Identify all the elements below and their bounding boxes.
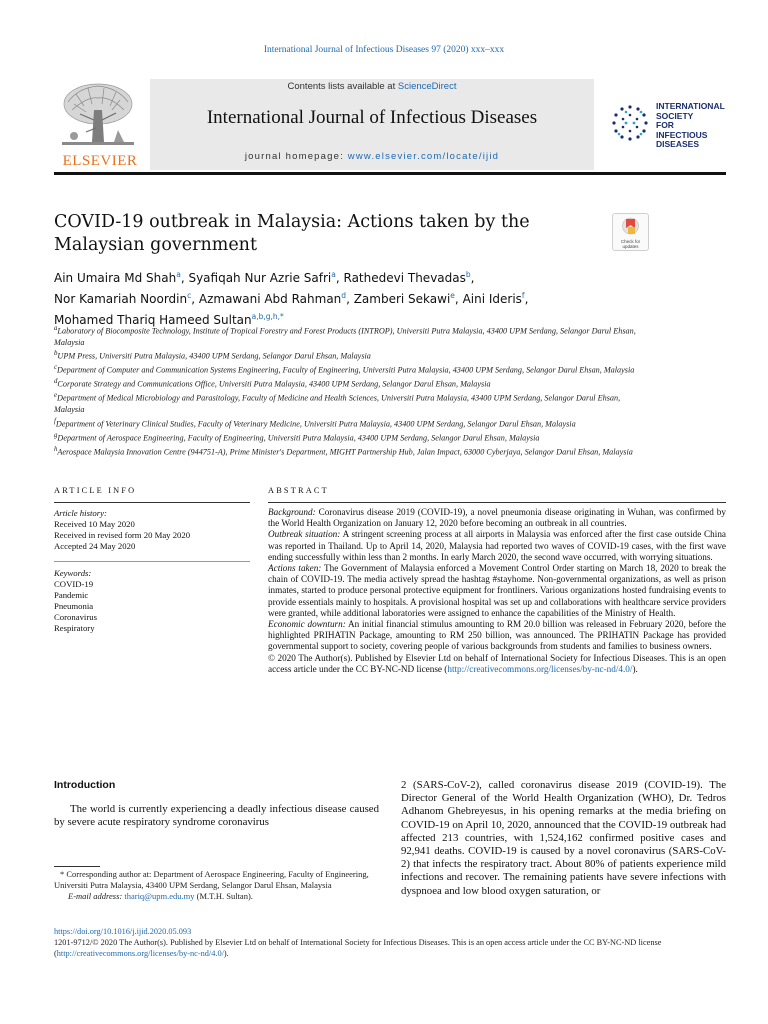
footer-license-link[interactable]: http://creativecommons.org/licenses/by-nc-nd/4.0/: [56, 949, 224, 958]
author[interactable]: [199, 292, 354, 306]
keyword[interactable]: COVID-19: [54, 579, 94, 589]
journal-banner: [150, 79, 594, 170]
isid-line: INTERNATIONAL: [656, 101, 725, 111]
abstract-rule: [268, 502, 726, 503]
author[interactable]: [54, 271, 188, 285]
article-title: COVID-19 outbreak in Malaysia: Actions taken by the Malaysian government: [54, 212, 530, 255]
intro-paragraph-left: The world is currently experiencing a deadly infectious disease caused by severe acute respiratory syndrome coronavirus: [54, 803, 379, 829]
affiliation: [54, 430, 644, 444]
author-name: Aini Ideris: [462, 292, 522, 306]
affiliation: [54, 390, 644, 415]
author[interactable]: [344, 271, 475, 285]
affiliation-key: d: [54, 378, 58, 386]
masthead-rule: [54, 172, 726, 175]
affiliation-key: b: [54, 350, 58, 358]
crossmark-label: Check for updates: [620, 239, 641, 249]
author-affiliation-mark[interactable]: a: [331, 270, 336, 279]
intro-paragraph-right: 2 (SARS-CoV-2), called coronavirus disease 2019 (COVID-19). The Director General of the World Health Organization (WHO), Dr. Tedros Adhanom Ghebreyesus, in his opening remarks at the media briefing on COVID-19 on April 10, 2020, announced that the COVID-19 outbreak had affected 213 countries, with 1,524,162 confirmed positive cases and 92,941 deaths. COVID-19 is caused by a novel coronavirus (SARS-CoV-2) that infects the respiratory tract. About 80% of patients experience mild infections and recover. The remaining patients have severe infections with dyspnoea and low blood oxygen saturation, or: [401, 779, 726, 897]
author[interactable]: [463, 292, 529, 306]
affiliation-text: Department of Veterinary Clinical Studies, Faculty of Veterinary Medicine, Universiti Putra Malaysia, 43400 UPM Serdang, Selangor Darul Ehsan, Malaysia: [55, 419, 576, 429]
author[interactable]: [188, 271, 343, 285]
abstract-section-label: Economic downturn:: [268, 619, 346, 630]
abstract-copyright: [268, 653, 726, 675]
isid-line: SOCIETY: [656, 110, 694, 121]
author-separator: ,: [346, 292, 354, 306]
abstract-section: [268, 529, 726, 563]
article-info-heading: ARTICLE INFO: [54, 486, 137, 495]
journal-title: International Journal of Infectious Diseases: [206, 107, 538, 128]
history-item: Received in revised form 20 May 2020: [54, 530, 191, 540]
abstract-section-label: Background:: [268, 507, 316, 517]
abstract-section: [268, 563, 726, 619]
email-label: E-mail address:: [68, 891, 123, 901]
author-affiliation-mark[interactable]: a: [176, 270, 181, 279]
author-separator: ,: [470, 271, 475, 285]
affiliation: [54, 416, 644, 430]
isid-globe-icon: [610, 103, 650, 143]
author-name: Zamberi Sekawi: [353, 292, 451, 306]
introduction-heading: Introduction: [54, 779, 116, 791]
copyright-end: ).: [632, 663, 638, 674]
history-divider: [54, 561, 250, 562]
keyword[interactable]: Respiratory: [54, 623, 95, 633]
isid-line: DISEASES: [656, 139, 699, 149]
keyword[interactable]: Pneumonia: [54, 601, 94, 611]
author[interactable]: [54, 292, 199, 306]
sciencedirect-link[interactable]: ScienceDirect: [397, 81, 457, 92]
affiliation: [54, 362, 644, 376]
history-item: Accepted 24 May 2020: [54, 541, 136, 551]
contents-prefix: Contents lists available at: [287, 81, 398, 92]
affiliation-text: Corporate Strategy and Communications Office, Universiti Putra Malaysia, 43400 UPM Serdang, Selangor Darul Ehsan, Malaysia: [57, 380, 491, 390]
elsevier-tree-icon: [58, 80, 138, 150]
elsevier-wordmark: ELSEVIER: [62, 153, 138, 169]
affiliation-key: c: [54, 364, 58, 372]
isid-logo[interactable]: [610, 99, 726, 149]
affiliation: [54, 323, 644, 348]
author-affiliation-mark[interactable]: f: [521, 291, 525, 300]
author-affiliation-mark[interactable]: c: [187, 291, 192, 300]
crossmark-icon: [613, 214, 648, 240]
author-affiliation-mark[interactable]: e: [450, 291, 455, 300]
author-name: Azmawani Abd Rahman: [198, 292, 342, 306]
homepage-link[interactable]: www.elsevier.com/locate/ijid: [347, 151, 500, 162]
author-name: Syafiqah Nur Azrie Safri: [188, 271, 332, 285]
abstract-heading: ABSTRACT: [268, 486, 329, 495]
isid-name: [656, 102, 726, 150]
email-link[interactable]: thariq@upm.edu.my: [124, 891, 195, 901]
journal-reference[interactable]: International Journal of Infectious Diseases 97 (2020) xxx–xxx: [263, 45, 505, 55]
affiliation: [54, 348, 644, 362]
isid-line: FOR INFECTIOUS: [656, 120, 708, 140]
affiliation-text: Department of Computer and Communication Systems Engineering, Faculty of Engineering, Universiti Putra Malaysia, 43400 UPM Serdang, Selangor Darul Ehsan, Malaysia: [57, 366, 635, 376]
masthead: [54, 77, 726, 173]
author-name: Nor Kamariah Noordin: [54, 292, 188, 306]
abstract-body: [268, 507, 726, 675]
author-separator: ,: [335, 271, 344, 285]
author-separator: ,: [180, 271, 189, 285]
author[interactable]: [354, 292, 463, 306]
author-affiliation-mark[interactable]: d: [341, 291, 347, 300]
abstract-section-text: A stringent screening process at all airports in Malaysia was enforced after the first case outside China was reported in Thailand. Up to April 14, 2020, Malaysia had reported two waves of COVID-19 cases, with the first wave ending successfully within less than 2 months. In early March 2020, the second wave occurred, with worrying situations.: [268, 529, 726, 562]
keywords-label: Keywords:: [54, 568, 92, 578]
license-link[interactable]: http://creativecommons.org/licenses/by-nc-nd/4.0/: [447, 663, 633, 674]
author-name: Rathedevi Thevadas: [343, 271, 466, 285]
affiliation-text: Laboratory of Biocomposite Technology, Institute of Tropical Forestry and Forest Products (INTROP), Universiti Putra Malaysia, 43400 UPM Serdang, Selangor Darul Ehsan, Malaysia: [54, 326, 636, 348]
elsevier-logo[interactable]: [54, 80, 146, 170]
author-name: Mohamed Thariq Hameed Sultan: [54, 313, 252, 327]
footer-license-text: 1201-9712/© 2020 The Author(s). Published by Elsevier Ltd on behalf of International Society for Infectious Diseases. This is an open access article under the CC BY-NC-ND license (: [54, 938, 662, 958]
article-info-rule: [54, 502, 250, 503]
abstract-section: [268, 507, 726, 529]
affiliation-key: g: [54, 431, 58, 439]
abstract-section: [268, 619, 726, 653]
contents-line: [150, 81, 594, 92]
affiliation: [54, 444, 644, 458]
abstract-section-text: Coronavirus disease 2019 (COVID-19), a novel pneumonia disease originating in Wuhan, was confirmed by the World Health Organization on January 12, 2020 before becoming an outbreak in all countries.: [268, 507, 726, 529]
affiliation-key: e: [54, 392, 58, 400]
page-footer: [54, 926, 734, 959]
author-affiliation-mark[interactable]: b: [465, 270, 471, 279]
history-item: Received 10 May 2020: [54, 519, 135, 529]
keyword[interactable]: Pandemic: [54, 590, 89, 600]
author-separator: ,: [524, 292, 529, 306]
abstract-section-label: Actions taken:: [268, 563, 322, 574]
author-separator: ,: [454, 292, 463, 306]
affiliation-key: f: [54, 417, 56, 425]
corresponding-author: * Corresponding author at: Department of Aerospace Engineering, Faculty of Engineering, Universiti Putra Malaysia, 43400 UPM Serdang, Selangor Darul Ehsan, Malaysia: [54, 869, 369, 890]
history-label: Article history:: [54, 508, 107, 518]
homepage-line: [150, 151, 594, 162]
affiliation-list: [54, 323, 644, 458]
corresponding-author-note: [54, 869, 379, 902]
homepage-prefix: journal homepage:: [244, 151, 348, 162]
footer-license: [54, 937, 734, 959]
author-affiliation-mark[interactable]: a,b,g,h,*: [251, 312, 284, 321]
author-separator: ,: [191, 292, 199, 306]
email-line: [54, 891, 379, 902]
affiliation-key: a: [54, 325, 58, 332]
affiliation-key: h: [54, 445, 58, 453]
affiliation-text: Aerospace Malaysia Innovation Centre (944751-A), Prime Minister's Department, MIGHT Partnership Hub, Jalan Impact, 63000 Cyberjaya, Selangor Darul Ehsan, Malaysia: [57, 447, 633, 457]
abstract-section-text: The Government of Malaysia enforced a Movement Control Order starting on March 18, 2020 to break the chain of COVID-19. The media actively spread the hashtag #stayhome. Non-governmental organizations, as well as prison inmates, started to produce personal protective equipment for frontliners. Various organizations hosted fundraising events to provide essentials mainly to hospitals. A provisional hospital was set up and collaborations with healthcare service providers were granted, while additional laboratories were assigned to enhance the capabilities of the Ministry of Health.: [268, 563, 727, 618]
footer-license-end: ).: [223, 949, 229, 958]
article-history: [54, 508, 250, 552]
doi-link[interactable]: https://doi.org/10.1016/j.ijid.2020.05.093: [54, 927, 192, 936]
keyword[interactable]: Coronavirus: [54, 612, 97, 622]
author-name: Ain Umaira Md Shah: [54, 271, 177, 285]
email-owner: (M.T.H. Sultan).: [194, 891, 253, 901]
affiliation-text: UPM Press, Universiti Putra Malaysia, 43400 UPM Serdang, Selangor Darul Ehsan, Malaysia: [57, 352, 371, 362]
affiliation: [54, 376, 644, 390]
affiliation-text: Department of Medical Microbiology and Parasitology, Faculty of Medicine and Health Sciences, Universiti Putra Malaysia, 43400 UPM Serdang, Selangor Darul Ehsan, Malaysia: [54, 394, 621, 415]
check-for-updates-button[interactable]: [612, 213, 649, 251]
abstract-section-label: Outbreak situation:: [268, 529, 341, 540]
copyright-text: © 2020 The Author(s). Published by Elsevier Ltd on behalf of International Society for Infectious Diseases. This is an open access article under the CC BY-NC-ND license (: [268, 652, 726, 674]
author-list: [54, 266, 614, 329]
affiliation-text: Department of Aerospace Engineering, Faculty of Engineering, Universiti Putra Malaysia, 43400 UPM Serdang, Selangor Darul Ehsan, Malaysia: [57, 433, 540, 443]
keywords: [54, 568, 250, 634]
abstract-section-text: An initial financial stimulus amounting to RM 20.0 billion was released in February 2020, before the highlighted PRIHATIN Package, amounting to RM 250 billion, was announced. The PRIHATIN Package has provided governmental support to society, covering people of various backgrounds from students and families to business owners.: [268, 619, 726, 652]
footnote-rule: [54, 866, 100, 867]
